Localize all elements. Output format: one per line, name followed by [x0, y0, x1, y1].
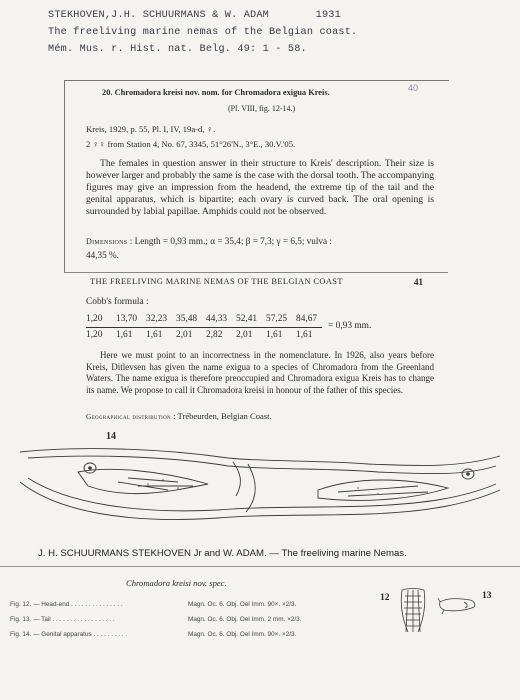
legend-row	[10, 631, 340, 641]
plate-reference: (Pl. VIII, fig. 12-14.)	[228, 104, 296, 113]
cobb-denominators	[86, 330, 326, 340]
numerator: 84,67	[296, 314, 318, 324]
numerator: 35,48	[176, 314, 198, 324]
citation-year: 1931	[315, 10, 341, 21]
denominator: 1,61	[116, 330, 133, 340]
denominator: 1,61	[146, 330, 163, 340]
denominator: 2,01	[176, 330, 193, 340]
legend-figure: Fig. 14. — Genital apparatus . . . . . . . . . .	[10, 631, 128, 638]
figure-14-genital-apparatus-drawing	[18, 442, 502, 530]
denominator: 1,20	[86, 330, 103, 340]
cobb-formula-result: = 0,93 mm.	[328, 321, 372, 331]
figure-12-head-drawing	[396, 588, 430, 634]
numerator: 13,70	[116, 314, 138, 324]
citation-authors: STEKHOVEN,J.H. SCHUURMANS & W. ADAM	[48, 10, 269, 21]
caption-divider	[0, 566, 520, 567]
plate-species-name: Chromadora kreisi nov. spec.	[126, 578, 227, 588]
species-heading: 20. Chromadora kreisi nov. nom. for Chromadora exigua Kreis.	[102, 88, 330, 97]
numerator: 57,25	[266, 314, 288, 324]
page-mark: 40	[408, 83, 419, 93]
material-examined: 2 ♀♀ from Station 4, No. 67, 3345, 51°26'N., 3°E., 30.V.'05.	[86, 139, 296, 149]
legend-row	[10, 601, 340, 611]
description-paragraph: The females in question answer in their structure to Kreis' description. Their size is however larger and probably the same is the case with the dorsal tooth. The accompanying figures may give an impression from the headend, the extreme tip of the tail and the genital apparatus, which is bipartite; each ovary is curved back. The oral opening is surrounded by labial papillae. Amphids could not be observed.	[86, 158, 434, 217]
dimensions-line	[86, 236, 436, 246]
legend-row	[10, 616, 340, 626]
dimensions-text: : Length = 0,93 mm.; α = 35,4; β = 7,3; γ = 6,5; vulva :	[129, 236, 332, 246]
numerator: 52,41	[236, 314, 258, 324]
figure-14-label: 14	[106, 431, 116, 442]
denominator: 1,61	[296, 330, 313, 340]
denominator: 2,01	[236, 330, 253, 340]
distribution-line	[86, 411, 272, 421]
citation-authors-line	[48, 10, 341, 21]
page-number: 41	[414, 277, 423, 287]
plate-caption: J. H. SCHUURMANS STEKHOVEN Jr and W. ADAM. — The freeliving marine Nemas.	[38, 548, 407, 559]
running-head: THE FREELIVING MARINE NEMAS OF THE BELGIAN COAST	[90, 277, 343, 286]
distribution-label: Geographical distribution	[86, 412, 171, 421]
legend-magnification: Magn. Oc. 6. Obj. Oel Imm. 90×. ×2/3.	[188, 631, 297, 638]
figure-13-label: 13	[482, 590, 492, 601]
figure-13-tail-drawing	[438, 594, 478, 616]
citation-journal: Mém. Mus. r. Hist. nat. Belg. 49: 1 - 58.	[48, 44, 307, 55]
legend-magnification: Magn. Oc. 6. Obj. Oel Imm. 2 mm. ×2/3.	[188, 616, 302, 623]
legend-figure: Fig. 13. — Tail . . . . . . . . . . . . . . . . . .	[10, 616, 115, 623]
clipping-divider	[64, 272, 448, 273]
denominator: 2,82	[206, 330, 223, 340]
numerator: 1,20	[86, 314, 103, 324]
distribution-text: : Trébeurden, Belgian Coast.	[173, 411, 272, 421]
dimensions-label: Dimensions	[86, 237, 128, 246]
cobb-formula-label: Cobb's formula :	[86, 297, 149, 307]
nomenclature-paragraph: Here we must point to an incorrectness in the nomenclature. In 1926, also years before Kreis, Ditlevsen has given the name exigua to a species of Chromadora from the Greenland Waters. The name exigua is therefore preoccupied and Chromadora exigua Kreis has to change its name. We propose to call it Chromadora kreisi in honour of the father of this species.	[86, 350, 434, 395]
citation-title: The freeliving marine nemas of the Belgian coast.	[48, 27, 358, 38]
dimensions-continuation: 44,35 %.	[86, 250, 119, 260]
legend-figure: Fig. 12. — Head-end . . . . . . . . . . . . . . .	[10, 601, 123, 608]
literature-reference: Kreis, 1929, p. 55, Pl. I, IV, 19a-d, ♀.	[86, 124, 216, 134]
numerator: 32,23	[146, 314, 168, 324]
legend-magnification: Magn. Oc. 6. Obj. Oel Imm. 90×. ×2/3.	[188, 601, 297, 608]
cobb-numerators	[86, 314, 326, 324]
fraction-bar	[86, 327, 322, 328]
numerator: 44,33	[206, 314, 228, 324]
denominator: 1,61	[266, 330, 283, 340]
figure-12-label: 12	[380, 592, 390, 603]
